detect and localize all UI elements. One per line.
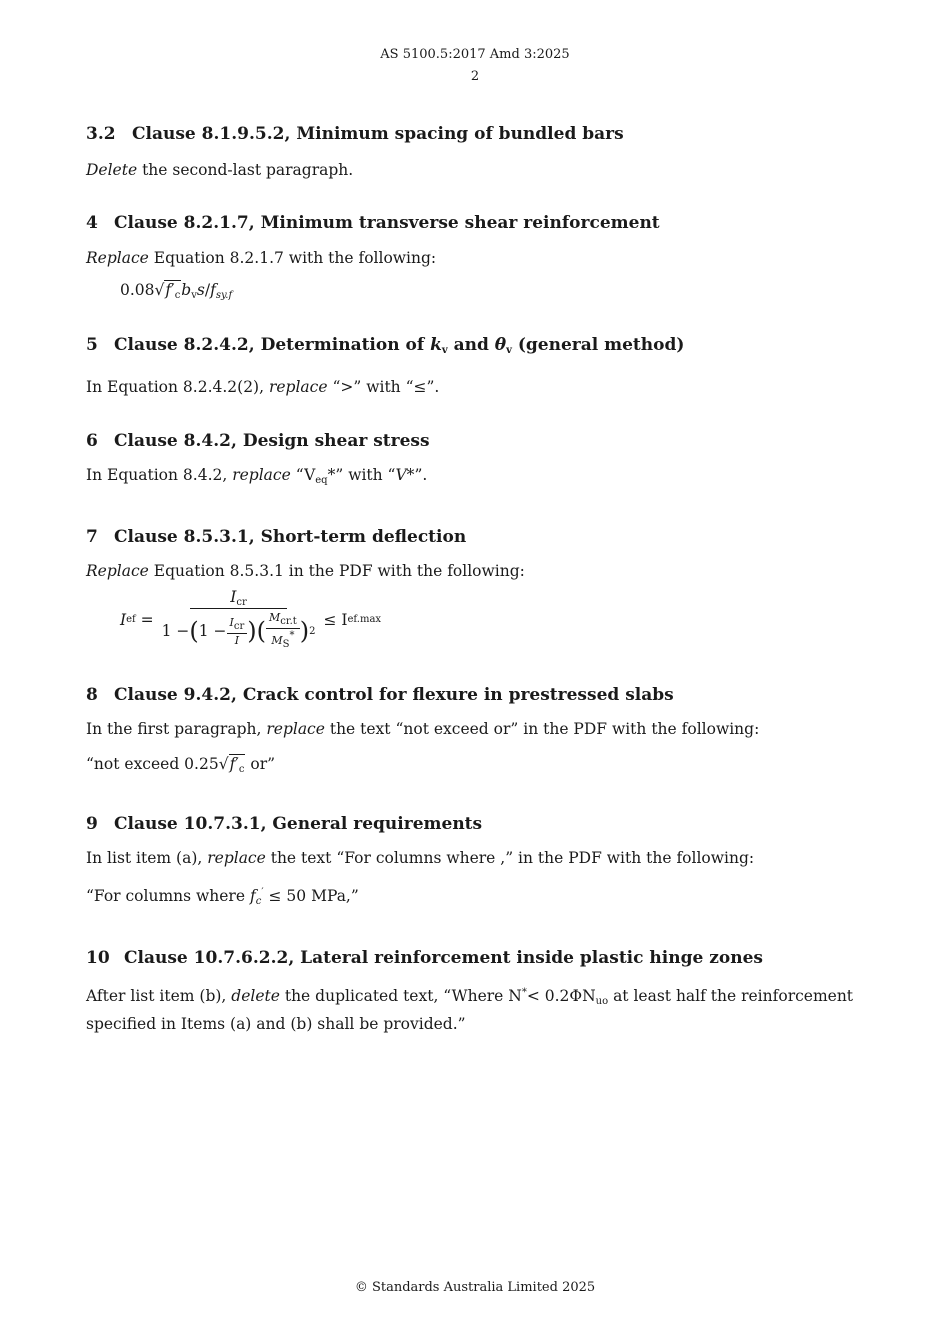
section-instruction: Delete the second-last paragraph. <box>86 161 354 179</box>
section-5 <box>86 333 876 398</box>
document-body <box>86 122 876 1035</box>
replacement-text: “For columns where $f_c' \le 50$ MPa,” <box>86 887 359 907</box>
section-instruction: After list item (b), delete the duplicated text, “Where $N^*< 0.2\Phi N_{uo}$ at least half the reinforcement specified in Items (a) and (b) shall be provided.” <box>86 987 854 1033</box>
deflection-fraction: $I_{cr}$ 1 − ( 1 − $\frac{I_{cr}}{I}$ ) ( $\frac{M_{cr.t}}{M_S^*}$ ) 2 <box>161 588 316 650</box>
section-8 <box>86 683 876 781</box>
section-instruction: Replace Equation 8.5.3.1 in the PDF with the following: <box>86 562 525 580</box>
equation-8-5-3-1: I ef = $I_{cr}$ 1 − ( 1 − $\frac{I_{cr}}{I}$ ) ( $\frac{M_{cr.t}}{M_S^*}$ ) 2 ≤ I ef.max <box>120 588 382 650</box>
copyright-notice: © Standards Australia Limited 2025 <box>354 1280 596 1295</box>
section-9 <box>86 812 876 913</box>
section-instruction: In the first paragraph, replace the text “not exceed or” in the PDF with the following: <box>86 720 760 738</box>
square-root: $√f'_c$ <box>154 281 181 301</box>
section-3-2 <box>86 122 876 181</box>
section-heading: 4 Clause 8.2.1.7, Minimum transverse shear reinforcement <box>86 213 660 233</box>
section-instruction: In list item (a), replace the text “For columns where ,” in the PDF with the following: <box>86 849 755 867</box>
page-number: 2 <box>470 69 480 84</box>
section-instruction: Replace Equation 8.2.1.7 with the following: <box>86 249 437 267</box>
equation-8-2-1-7: $0.08√f'_cb_vs/f_{sy.f}$ <box>120 275 876 311</box>
section-heading: 8 Clause 9.4.2, Crack control for flexure in prestressed slabs <box>86 685 674 705</box>
section-instruction: In Equation 8.4.2, replace “$V_{eq}*$” with “V*”. <box>86 466 428 486</box>
section-heading: 7 Clause 8.5.3.1, Short-term deflection <box>86 527 467 547</box>
section-heading: 6 Clause 8.4.2, Design shear stress <box>86 431 430 451</box>
section-7 <box>86 525 876 651</box>
replacement-text: “not exceed $0.25√f'_c$ or” <box>86 755 276 775</box>
section-heading: 5 Clause 8.2.4.2, Determination of $k_v$ and $\theta_v$ (general method) <box>86 335 685 356</box>
section-heading: 3.2 Clause 8.1.9.5.2, Minimum spacing of bundled bars <box>86 124 624 144</box>
section-heading: 9 Clause 10.7.3.1, General requirements <box>86 814 483 834</box>
section-6 <box>86 429 876 492</box>
standard-designation: AS 5100.5:2017 Amd 3:2025 <box>380 47 570 62</box>
page-header <box>0 44 950 88</box>
section-4 <box>86 211 876 311</box>
page-footer <box>0 1280 950 1295</box>
section-10 <box>86 946 876 1035</box>
section-heading: 10 Clause 10.7.6.2.2, Lateral reinforcement inside plastic hinge zones <box>86 948 763 968</box>
section-instruction: In Equation 8.2.4.2(2), replace “>” with “≤”. <box>86 378 440 396</box>
